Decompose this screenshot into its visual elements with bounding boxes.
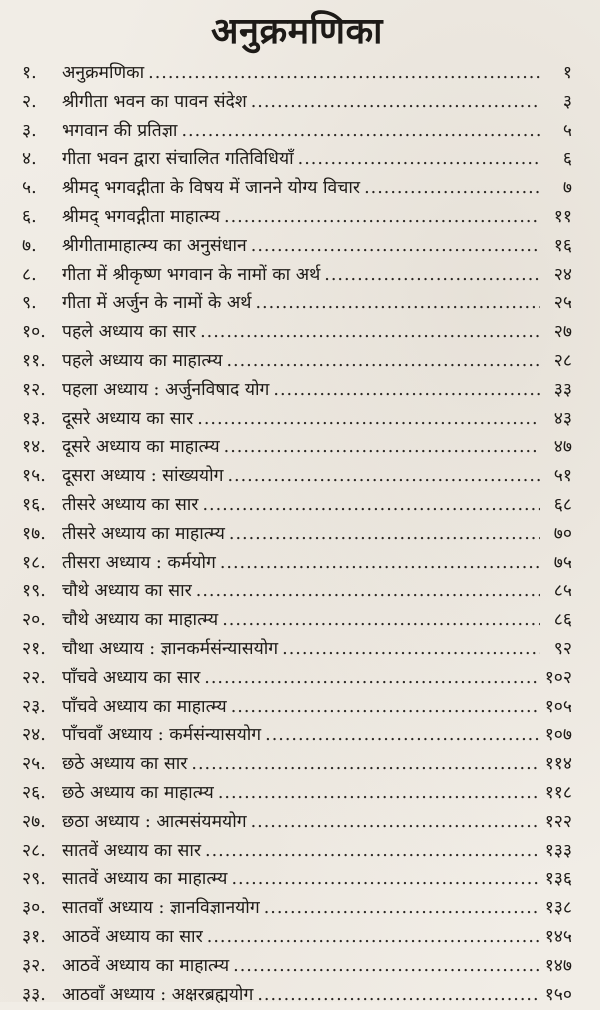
toc-entry — [22, 233, 572, 262]
toc-entry-number: ३१. — [22, 924, 62, 948]
toc-entry-number: २१. — [22, 636, 62, 660]
toc-entry-page: १०२ — [544, 665, 572, 689]
toc-entry-title: चौथे अध्याय का माहात्म्य — [62, 607, 218, 631]
toc-entry-number: २६. — [22, 780, 62, 804]
toc-entry — [22, 550, 572, 579]
dot-leader — [298, 149, 540, 169]
toc-entry-number: १७. — [22, 521, 62, 545]
toc-entry-title: आठवाँ अध्याय : अक्षरब्रह्मयोग — [62, 982, 253, 1006]
toc-entry-title: सातवाँ अध्याय : ज्ञानविज्ञानयोग — [62, 895, 260, 919]
toc-entry — [22, 636, 572, 665]
toc-entry-page: ३३ — [544, 377, 572, 401]
toc-entry-page: ४७ — [544, 434, 572, 458]
toc-entry-page: ७५ — [544, 550, 572, 574]
dot-leader — [255, 293, 540, 313]
toc-entry-title: श्रीगीता भवन का पावन संदेश — [62, 89, 247, 113]
toc-entry-page: १४७ — [544, 953, 572, 977]
toc-entry — [22, 780, 572, 809]
toc-entry — [22, 809, 572, 838]
toc-entry-page: ६ — [544, 146, 572, 170]
toc-entry — [22, 578, 572, 607]
toc-entry-number: २५. — [22, 751, 62, 775]
toc-entry-page: ६८ — [544, 492, 572, 516]
toc-entry-title: श्रीमद् भगवद्गीता माहात्म्य — [62, 204, 220, 228]
toc-entry-page: १०७ — [544, 722, 572, 746]
toc-entry-number: ३०. — [22, 895, 62, 919]
toc-entry-page: १ — [544, 60, 572, 84]
toc-entry-title: तीसरे अध्याय का सार — [62, 492, 198, 516]
dot-leader — [233, 956, 540, 976]
toc-entry — [22, 89, 572, 118]
toc-entry — [22, 838, 572, 867]
toc-entry-number: १. — [22, 60, 62, 84]
toc-entry-title: दूसरे अध्याय का सार — [62, 406, 193, 430]
toc-entry-number: २८. — [22, 838, 62, 862]
toc-entry-title: श्रीगीतामाहात्म्य का अनुसंधान — [62, 233, 247, 257]
dot-leader — [196, 581, 540, 601]
toc-entry — [22, 204, 572, 233]
toc-entry — [22, 665, 572, 694]
toc-entry-page: ७० — [544, 521, 572, 545]
toc-entry — [22, 290, 572, 319]
toc-entry-number: २७. — [22, 809, 62, 833]
toc-entry — [22, 953, 572, 982]
dot-leader — [282, 639, 540, 659]
toc-entry-title: तीसरे अध्याय का माहात्म्य — [62, 521, 225, 545]
dot-leader — [251, 812, 540, 832]
dot-leader — [251, 92, 540, 112]
dot-leader — [202, 495, 540, 515]
toc-entry-page: ३ — [544, 89, 572, 113]
toc-entry-number: १९. — [22, 578, 62, 602]
toc-entry-title: आठवें अध्याय का माहात्म्य — [62, 953, 229, 977]
toc-list — [22, 60, 572, 1010]
toc-entry-number: १०. — [22, 319, 62, 343]
toc-entry-title: पाँचवे अध्याय का सार — [62, 665, 200, 689]
toc-entry-title: सातवें अध्याय का माहात्म्य — [62, 866, 227, 890]
toc-entry-title: पहले अध्याय का सार — [62, 319, 196, 343]
dot-leader — [264, 898, 540, 918]
toc-entry-page: ५१ — [544, 463, 572, 487]
toc-entry — [22, 60, 572, 89]
toc-entry — [22, 262, 572, 291]
toc-entry — [22, 895, 572, 924]
dot-leader — [205, 841, 540, 861]
dot-leader — [218, 783, 540, 803]
dot-leader — [231, 869, 540, 889]
toc-entry — [22, 492, 572, 521]
toc-entry-title: छठे अध्याय का माहात्म्य — [62, 780, 214, 804]
toc-entry-title: पाँचवाँ अध्याय : कर्मसंन्यासयोग — [62, 722, 261, 746]
toc-entry-number: १३. — [22, 406, 62, 430]
dot-leader — [191, 754, 540, 774]
toc-entry-title: दूसरा अध्याय : सांख्ययोग — [62, 463, 223, 487]
toc-entry-number: ६. — [22, 204, 62, 228]
toc-entry-title: सातवें अध्याय का सार — [62, 838, 201, 862]
dot-leader — [181, 121, 540, 141]
toc-entry-number: ३२. — [22, 953, 62, 977]
dot-leader — [222, 610, 540, 630]
toc-entry — [22, 722, 572, 751]
toc-entry-page: १३६ — [544, 866, 572, 890]
toc-entry-page: २७ — [544, 319, 572, 343]
toc-entry-title: छठा अध्याय : आत्मसंयमयोग — [62, 809, 247, 833]
toc-entry-page: २५ — [544, 290, 572, 314]
toc-entry-page: १३३ — [544, 838, 572, 862]
dot-leader — [220, 553, 540, 573]
toc-entry-number: १५. — [22, 463, 62, 487]
toc-entry — [22, 607, 572, 636]
page-title: अनुक्रमणिका — [22, 4, 572, 60]
toc-entry-number: २३. — [22, 694, 62, 718]
toc-entry-number: १४. — [22, 434, 62, 458]
toc-entry-page: १०५ — [544, 694, 572, 718]
toc-entry-page: ११ — [544, 204, 572, 228]
toc-entry-number: २४. — [22, 722, 62, 746]
dot-leader — [364, 178, 540, 198]
toc-entry-page: १३८ — [544, 895, 572, 919]
toc-entry-page: २४ — [544, 262, 572, 286]
toc-entry-number: ७. — [22, 233, 62, 257]
dot-leader — [251, 236, 540, 256]
toc-entry-title: गीता में श्रीकृष्ण भगवान के नामों का अर्थ — [62, 262, 320, 286]
toc-entry-page: १६ — [544, 233, 572, 257]
toc-entry-title: तीसरा अध्याय : कर्मयोग — [62, 550, 216, 574]
toc-entry — [22, 751, 572, 780]
toc-entry — [22, 319, 572, 348]
toc-entry-number: २९. — [22, 866, 62, 890]
toc-entry-number: ४. — [22, 146, 62, 170]
toc-entry-title: अनुक्रमणिका — [62, 60, 144, 84]
toc-entry-page: ११४ — [544, 751, 572, 775]
toc-entry-title: चौथा अध्याय : ज्ञानकर्मसंन्यासयोग — [62, 636, 278, 660]
toc-entry-number: ११. — [22, 348, 62, 372]
toc-entry — [22, 118, 572, 147]
toc-entry-page: १५० — [544, 982, 572, 1006]
dot-leader — [231, 697, 540, 717]
toc-entry — [22, 866, 572, 895]
toc-entry-title: दूसरे अध्याय का माहात्म्य — [62, 434, 220, 458]
dot-leader — [204, 668, 540, 688]
toc-entry-page: २८ — [544, 348, 572, 372]
toc-entry — [22, 146, 572, 175]
dot-leader — [265, 725, 540, 745]
toc-entry-number: २२. — [22, 665, 62, 689]
toc-entry-title: पहले अध्याय का माहात्म्य — [62, 348, 222, 372]
toc-entry-number: १२. — [22, 377, 62, 401]
dot-leader — [224, 437, 540, 457]
toc-entry-title: पाँचवे अध्याय का माहात्म्य — [62, 694, 227, 718]
toc-entry — [22, 434, 572, 463]
dot-leader — [226, 351, 540, 371]
toc-entry-page: १२२ — [544, 809, 572, 833]
toc-entry-title: गीता भवन द्वारा संचालित गतिविधियाँ — [62, 146, 294, 170]
toc-entry-number: २०. — [22, 607, 62, 631]
toc-entry — [22, 521, 572, 550]
toc-entry-page: ५ — [544, 118, 572, 142]
dot-leader — [200, 322, 540, 342]
dot-leader — [207, 927, 540, 947]
toc-entry-number: १८. — [22, 550, 62, 574]
toc-entry-page: ७ — [544, 175, 572, 199]
toc-entry — [22, 694, 572, 723]
toc-entry-number: ८. — [22, 262, 62, 286]
toc-entry-title: पहला अध्याय : अर्जुनविषाद योग — [62, 377, 269, 401]
toc-entry — [22, 924, 572, 953]
toc-entry-title: गीता में अर्जुन के नामों के अर्थ — [62, 290, 251, 314]
toc-entry-page: ४३ — [544, 406, 572, 430]
toc-entry — [22, 377, 572, 406]
toc-entry-page: ११८ — [544, 780, 572, 804]
dot-leader — [273, 380, 540, 400]
toc-entry-number: ५. — [22, 175, 62, 199]
toc-entry-page: १४५ — [544, 924, 572, 948]
dot-leader — [324, 265, 540, 285]
toc-entry-page: ८६ — [544, 607, 572, 631]
toc-entry — [22, 982, 572, 1010]
toc-entry — [22, 175, 572, 204]
toc-entry-title: आठवें अध्याय का सार — [62, 924, 203, 948]
dot-leader — [148, 63, 540, 83]
toc-entry-number: ९. — [22, 290, 62, 314]
toc-entry-title: चौथे अध्याय का सार — [62, 578, 192, 602]
toc-entry-title: छठे अध्याय का सार — [62, 751, 187, 775]
toc-entry-number: ३. — [22, 118, 62, 142]
toc-entry-number: १६. — [22, 492, 62, 516]
dot-leader — [229, 524, 540, 544]
toc-entry-title: भगवान की प्रतिज्ञा — [62, 118, 177, 142]
toc-entry-title: श्रीमद् भगवद्गीता के विषय में जानने योग्य विचार — [62, 175, 360, 199]
toc-entry — [22, 406, 572, 435]
toc-entry-page: ९२ — [544, 636, 572, 660]
toc-entry — [22, 463, 572, 492]
toc-entry — [22, 348, 572, 377]
dot-leader — [197, 409, 540, 429]
dot-leader — [227, 466, 540, 486]
toc-entry-page: ८५ — [544, 578, 572, 602]
dot-leader — [224, 207, 540, 227]
toc-entry-number: ३३. — [22, 982, 62, 1006]
toc-entry-number: २. — [22, 89, 62, 113]
